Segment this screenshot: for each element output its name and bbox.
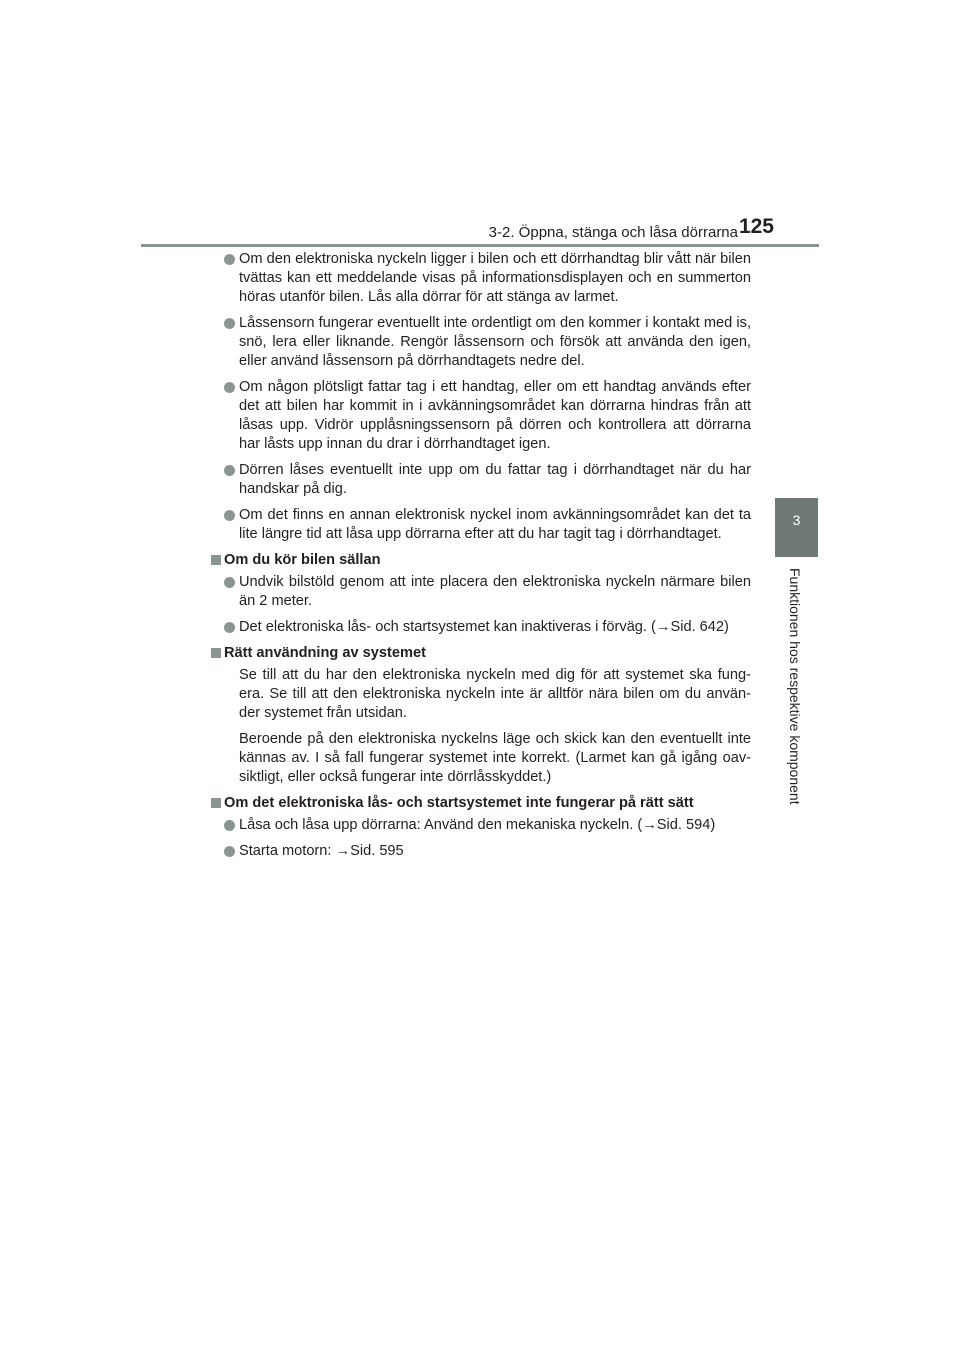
list-item: Om den elektroniska nyckeln ligger i bilen och ett dörrhandtag blir vått när bilen tvättas kan ett meddelande visas på informationsdisplayen och en summerton höras utanför bilen. Lås alla dörrar för att stänga av larmet. — [211, 250, 751, 307]
paragraph: Se till att du har den elektroniska nyckeln med dig för att systemet ska fung-era. Se till att den elektroniska nyckeln inte är alltför nära bilen om du använ-der systemet från utsidan. — [239, 667, 751, 721]
chapter-label: Funktionen hos respektive komponent — [787, 568, 803, 805]
bullet-dot-icon — [224, 382, 235, 393]
section-heading: Om du kör bilen sällan — [211, 551, 751, 570]
list-item: Dörren låses eventuellt inte upp om du fattar tag i dörrhandtaget när du har handskar på dig. — [211, 461, 751, 499]
bullet-dot-icon — [224, 820, 235, 831]
list-item: Låsa och låsa upp dörrarna: Använd den mekaniska nyckeln. (→Sid. 594) — [211, 816, 751, 835]
bullet-dot-icon — [224, 622, 235, 633]
square-marker-icon — [211, 648, 221, 658]
bullet-dot-icon — [224, 510, 235, 521]
section-heading: Om det elektroniska lås- och startsystemet inte fungerar på rätt sätt — [211, 794, 751, 813]
list-item: Om någon plötsligt fattar tag i ett handtag, eller om ett handtag används efter det att bilen har kommit in i avkänningsområdet kan dörrarna hindras från att låsas upp. Vidrör upplåsningssensorn på dörren och kontrollera att dörrarna har låsts upp innan du drar i dörrhandtaget igen. — [211, 378, 751, 454]
section-title: 3-2. Öppna, stänga och låsa dörrarna — [488, 224, 738, 241]
bullet-dot-icon — [224, 254, 235, 265]
page-number: 125 — [738, 215, 774, 238]
page-content — [211, 250, 751, 868]
bullet-dot-icon — [224, 846, 235, 857]
square-marker-icon — [211, 555, 221, 565]
list-item: Det elektroniska lås- och startsystemet kan inaktiveras i förväg. (→Sid. 642) — [211, 618, 751, 637]
list-item: Undvik bilstöld genom att inte placera den elektroniska nyckeln närmare bilen än 2 meter. — [211, 573, 751, 611]
bullet-dot-icon — [224, 318, 235, 329]
square-marker-icon — [211, 798, 221, 808]
chapter-number: 3 — [792, 512, 801, 528]
paragraph: Beroende på den elektroniska nyckelns läge och skick kan den eventuellt inte kännas av. I så fall fungerar systemet inte korrekt. (Larmet kan gå igång oav-siktligt, eller också fungerar inte dörrlåsskyddet.) — [239, 731, 751, 785]
bullet-dot-icon — [224, 577, 235, 588]
page-header — [0, 0, 960, 250]
list-item: Om det finns en annan elektronisk nyckel inom avkänningsområdet kan det ta lite längre tid att låsa upp dörrarna efter att du har tagit tag i dörrhandtaget. — [211, 506, 751, 544]
list-item: Låssensorn fungerar eventuellt inte ordentligt om den kommer i kontakt med is, snö, lera eller liknande. Rengör låssensorn och försök att använda den igen, eller använd låssensorn på dörrhandtagets nedre del. — [211, 314, 751, 371]
bullet-dot-icon — [224, 465, 235, 476]
header-divider — [141, 244, 819, 247]
section-heading: Rätt användning av systemet — [211, 644, 751, 663]
list-item: Starta motorn: →Sid. 595 — [211, 842, 751, 861]
